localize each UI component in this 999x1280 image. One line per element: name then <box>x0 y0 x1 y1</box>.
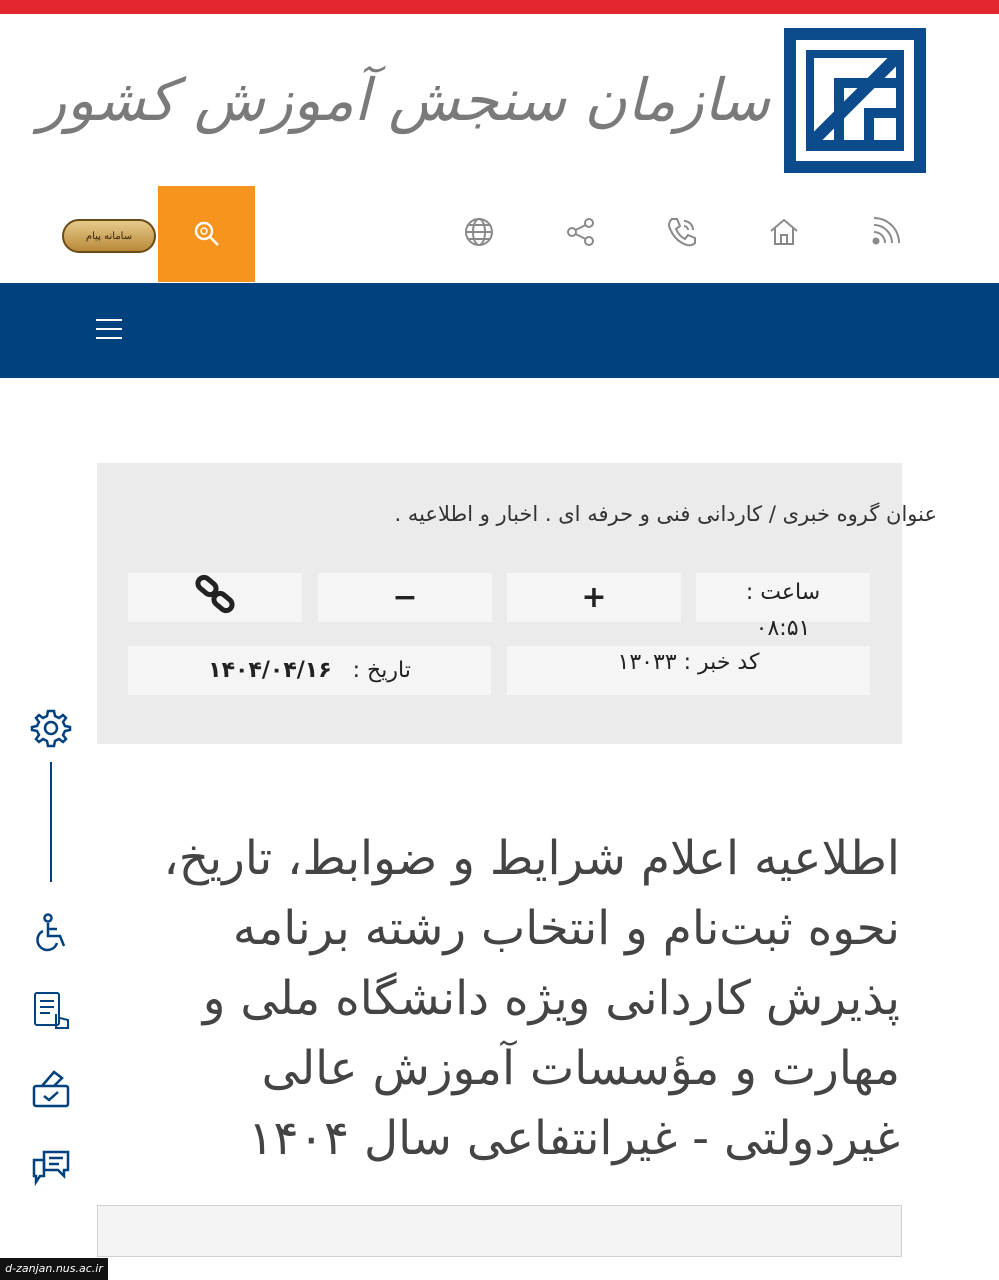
main-navbar <box>0 283 999 378</box>
side-rail-divider <box>50 762 52 882</box>
source-watermark: d-zanjan.nus.ac.ir <box>0 1258 108 1280</box>
date-label: تاریخ : <box>352 658 411 683</box>
globe-icon[interactable] <box>461 214 497 250</box>
copy-link-button[interactable] <box>128 573 302 622</box>
rss-icon[interactable] <box>867 214 903 250</box>
time-label: ساعت : <box>745 580 821 605</box>
article-title: اطلاعیه اعلام شرایط و ضوابط، تاریخ، نحوه ثبت‌نام و انتخاب رشته برنامه پذیرش کاردانی ویژه دانشگاه ملی و مهارت و مؤسسات آموزش عالی غیردولتی - غیرانتفاعی سال ۱۴۰۴ <box>163 831 900 1167</box>
search-icon <box>192 219 222 249</box>
organization-name: سازمان سنجش آموزش کشور <box>38 66 770 134</box>
news-code-value: ۱۳۰۳۳ <box>617 650 677 675</box>
time-cell <box>696 573 870 641</box>
settings-icon[interactable] <box>30 707 72 749</box>
ballot-box-icon[interactable] <box>30 1068 72 1110</box>
checklist-icon[interactable] <box>30 990 72 1032</box>
time-value: ۰۸:۵۱ <box>755 616 811 641</box>
news-code-label: کد خبر : <box>683 650 760 675</box>
date-cell <box>128 646 491 695</box>
breadcrumb: عنوان گروه خبری / کاردانی فنی و حرفه ای . اخبار و اطلاعیه . <box>394 502 937 526</box>
accessibility-icon[interactable] <box>30 912 72 954</box>
news-code-cell <box>507 646 870 695</box>
menu-icon[interactable] <box>96 319 122 341</box>
article-summary-box <box>97 1205 902 1257</box>
date-value: ۱۴۰۴/۰۴/۱۶ <box>208 658 332 683</box>
phone-icon[interactable] <box>664 214 700 250</box>
organization-logo-icon[interactable] <box>784 28 926 173</box>
decrease-font-button[interactable]: − <box>318 573 492 622</box>
message-system-badge[interactable]: سامانه پیام <box>62 219 156 253</box>
share-icon[interactable] <box>563 214 599 250</box>
chat-icon[interactable] <box>30 1146 72 1188</box>
home-icon[interactable] <box>766 214 802 250</box>
top-accent-bar <box>0 0 999 14</box>
increase-font-button[interactable]: + <box>507 573 681 622</box>
link-icon <box>193 572 237 616</box>
search-button[interactable] <box>158 186 255 282</box>
